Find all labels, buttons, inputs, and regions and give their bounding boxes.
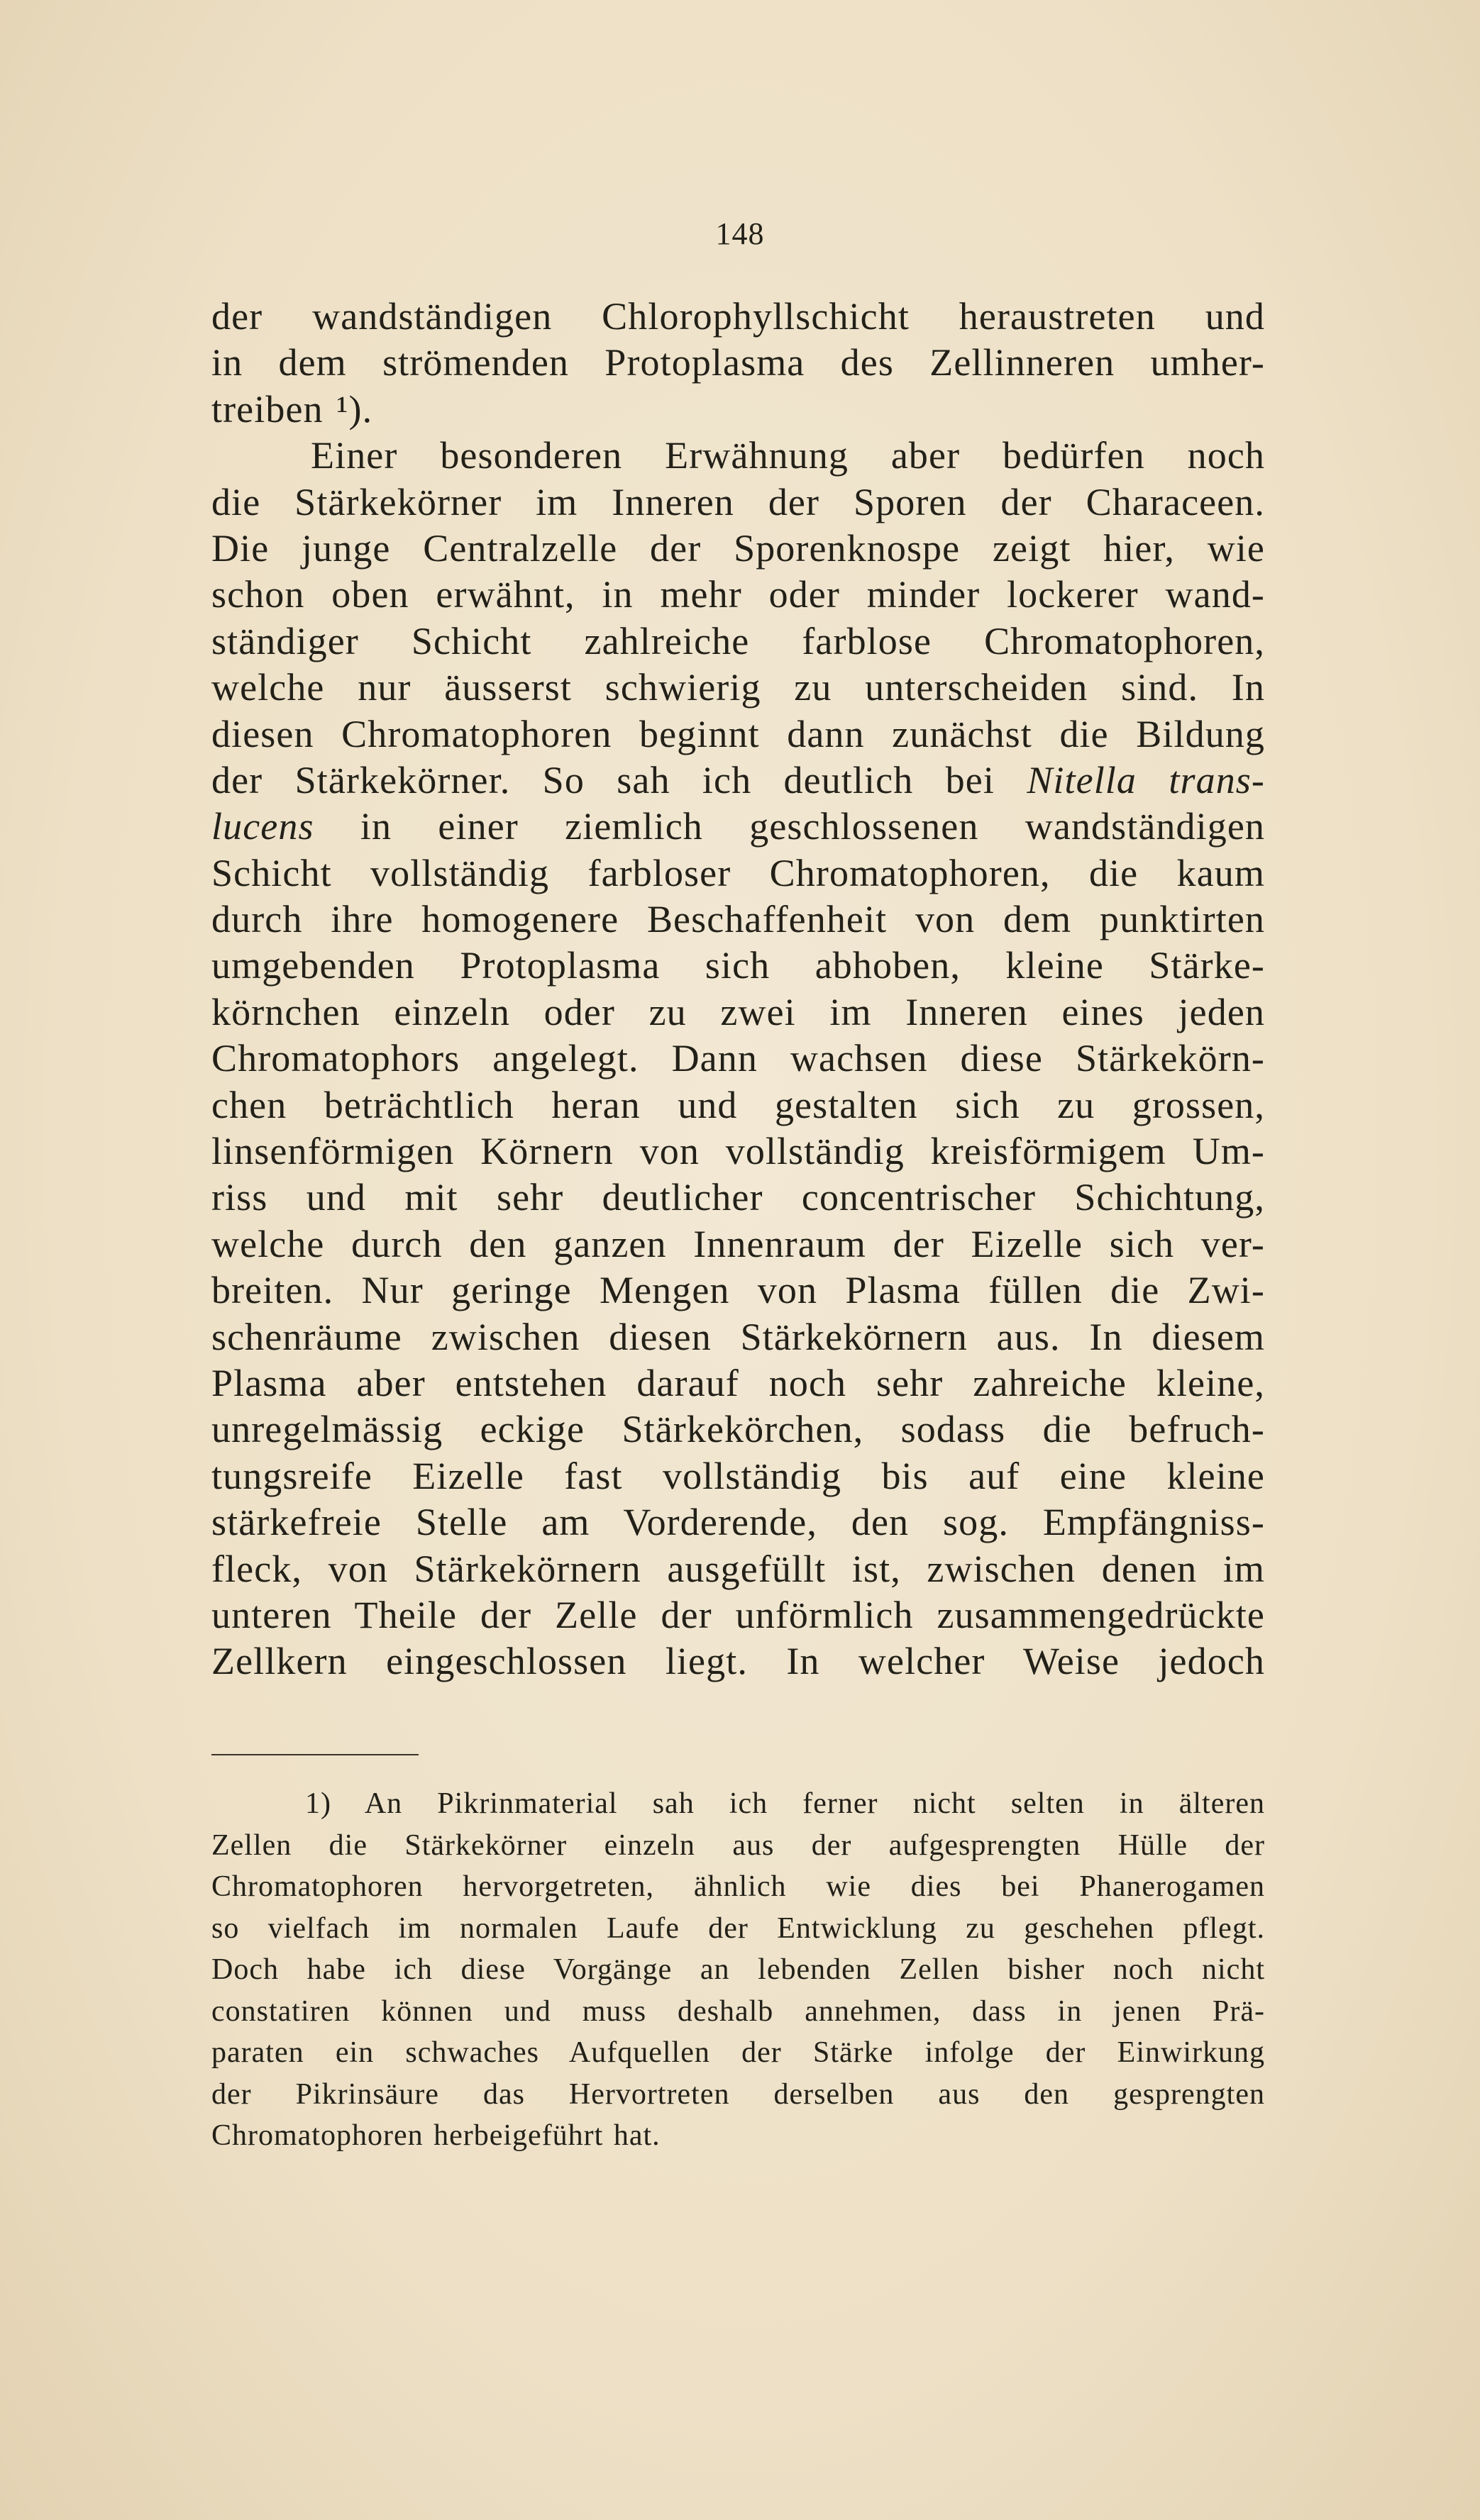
text-line: welche nur äusserst schwierig zu unterscheiden sind. In (211, 666, 1265, 709)
footnote-line: 1) An Pikrinmaterial sah ich ferner nicht selten in älteren (305, 1787, 1265, 1820)
text-line: Die junge Centralzelle der Sporenknospe zeigt hier, wie (211, 526, 1265, 570)
text-line: welche durch den ganzen Innenraum der Eizelle sich ver- (211, 1222, 1265, 1265)
text-line: diesen Chromatophoren beginnt dann zunächst die Bildung (211, 712, 1265, 755)
text-line: umgebenden Protoplasma sich abhoben, kleine Stärke- (211, 944, 1265, 987)
text-line: chen beträchtlich heran und gestalten sich zu grossen, (211, 1083, 1265, 1126)
text-line: die Stärkekörner im Inneren der Sporen der Characeen. (211, 480, 1265, 523)
text-line: stärkefreie Stelle am Vorderende, den sog. Empfängniss- (211, 1501, 1265, 1544)
footnote-line: Chromatophoren herbeigeführt hat. (211, 2119, 661, 2152)
text-line: Schicht vollständig farbloser Chromatophoren, die kaum (211, 851, 1265, 894)
text-line: riss und mit sehr deutlicher concentrischer Schichtung, (211, 1176, 1265, 1219)
italic-species-name: lucens (211, 805, 314, 848)
footnote-line: Doch habe ich diese Vorgänge an lebenden Zellen bisher noch nicht (211, 1953, 1265, 1986)
text-line: breiten. Nur geringe Mengen von Plasma füllen die Zwi- (211, 1269, 1265, 1312)
text-line: linsenförmigen Körnern von vollständig kreisförmigem Um- (211, 1130, 1265, 1173)
footnote-divider (211, 1754, 419, 1755)
text-line: durch ihre homogenere Beschaffenheit von dem punktirten (211, 898, 1265, 941)
footnote-block (211, 1783, 1265, 2157)
text-segment: in einer ziemlich geschlossenen wandständigen (314, 805, 1265, 848)
text-line: unteren Theile der Zelle der unförmlich zusammengedrückte (211, 1593, 1265, 1636)
text-line: schon oben erwähnt, in mehr oder minder lockerer wand- (211, 573, 1265, 616)
text-line: tungsreife Eizelle fast vollständig bis auf eine kleine (211, 1454, 1265, 1497)
text-line: Einer besonderen Erwähnung aber bedürfen noch (311, 434, 1265, 477)
text-line: körnchen einzeln oder zu zwei im Inneren eines jeden (211, 990, 1265, 1033)
footnote-line: so vielfach im normalen Laufe der Entwicklung zu geschehen pflegt. (211, 1911, 1265, 1945)
text-segment: der Stärkekörner. So sah ich deutlich bei (211, 758, 1027, 801)
text-line (211, 804, 1265, 850)
text-line: ständiger Schicht zahlreiche farblose Chromatophoren, (211, 619, 1265, 662)
footnote-line: paraten ein schwaches Aufquellen der Stärke infolge der Einwirkung (211, 2036, 1265, 2069)
italic-species-name: Nitella trans- (1027, 758, 1265, 801)
text-line: schenräume zwischen diesen Stärkekörnern aus. In diesem (211, 1315, 1265, 1358)
text-line (211, 757, 1265, 804)
text-line: in dem strömenden Protoplasma des Zellinneren umher- (211, 341, 1265, 384)
footnote-line: constatiren können und muss deshalb annehmen, dass in jenen Prä- (211, 1994, 1265, 2028)
footnote-line: Zellen die Stärkekörner einzeln aus der aufgesprengten Hülle der (211, 1828, 1265, 1862)
text-line: Zellkern eingeschlossen liegt. In welcher Weise jedoch (211, 1640, 1265, 1683)
text-line: fleck, von Stärkekörnern ausgefüllt ist, zwischen denen im (211, 1547, 1265, 1590)
footnote-line: Chromatophoren hervorgetreten, ähnlich wie dies bei Phanerogamen (211, 1870, 1265, 1903)
text-line: unregelmässig eckige Stärkekörchen, sodass die befruch- (211, 1408, 1265, 1451)
page-number: 148 (715, 216, 765, 251)
text-line: der wandständigen Chlorophyllschicht heraustreten und (211, 295, 1265, 338)
text-line: treiben ¹). (211, 387, 373, 431)
footnote-line: der Pikrinsäure das Hervortreten derselben aus den gesprengten (211, 2077, 1265, 2111)
text-line: Chromatophors angelegt. Dann wachsen diese Stärkekörn- (211, 1037, 1265, 1080)
main-text (211, 294, 1265, 1685)
text-line: Plasma aber entstehen darauf noch sehr zahreiche kleine, (211, 1361, 1265, 1404)
